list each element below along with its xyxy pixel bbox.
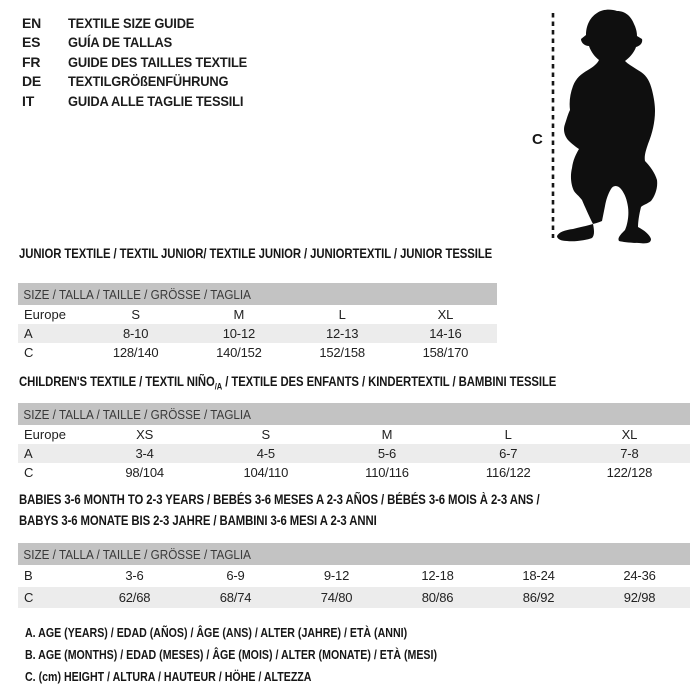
table-cell: 86/92 [522, 589, 555, 605]
size-header-label: SIZE / TALLA / TAILLE / GRÖSSE / TAGLIA [23, 406, 252, 422]
table-cell: 18-24 [522, 568, 555, 584]
height-measure-label: C [532, 131, 543, 148]
language-code: FR [22, 53, 41, 70]
size-header-label: SIZE / TALLA / TAILLE / GRÖSSE / TAGLIA [23, 546, 252, 562]
babies-size-table [18, 543, 690, 608]
table-cell: 152/158 [319, 345, 365, 360]
table-cell: 122/128 [606, 465, 653, 480]
table-cell: 5-6 [377, 446, 397, 461]
table-cell: 128/140 [112, 345, 159, 360]
table-cell: S [131, 307, 140, 322]
row-label: C [24, 345, 34, 360]
table-cell: XL [437, 307, 454, 322]
table-cell: S [261, 427, 271, 442]
table-cell: 116/122 [485, 465, 531, 480]
table-cell: L [338, 307, 346, 322]
language-code: ES [22, 34, 41, 51]
table-cell: 24-36 [623, 568, 656, 584]
measurement-legend [25, 622, 510, 688]
table-cell: L [504, 427, 512, 442]
table-cell: 7-8 [620, 446, 639, 461]
table-cell: 98/104 [125, 465, 164, 480]
list-item [22, 52, 263, 72]
toddler-silhouette [557, 10, 657, 244]
children-title-pre: CHILDREN'S TEXTILE / TEXTIL NIÑO [19, 374, 215, 389]
guide-title: GUIDE DES TAILLES TEXTILE [68, 53, 248, 70]
table-cell: 6-9 [226, 568, 245, 584]
table-cell: XS [136, 427, 154, 442]
junior-section-title: JUNIOR TEXTILE / TEXTIL JUNIOR/ TEXTILE JUNIOR / JUNIORTEXTIL / JUNIOR TESSILE [19, 246, 493, 261]
table-row [18, 565, 690, 587]
table-cell: 74/80 [320, 589, 353, 605]
babies-section-title-line2: BABYS 3-6 MONATE BIS 2-3 JAHRE / BAMBINI 3-6 MESI A 2-3 ANNI [19, 513, 377, 528]
row-label: A [24, 446, 33, 461]
list-item [22, 91, 263, 111]
row-label: A [24, 326, 33, 341]
size-header-label: SIZE / TALLA / TAILLE / GRÖSSE / TAGLIA [23, 286, 252, 302]
table-row [18, 324, 497, 343]
table-cell: 3-6 [125, 568, 144, 584]
guide-title: TEXTILE SIZE GUIDE [68, 14, 195, 31]
table-row [18, 463, 690, 482]
children-section-title [19, 374, 556, 392]
row-label: Europe [24, 427, 66, 442]
table-cell: 62/68 [118, 589, 151, 605]
children-title-post: / TEXTILE DES ENFANTS / KINDERTEXTIL / BAMBINI TESSILE [222, 374, 557, 389]
row-label: C [24, 465, 34, 480]
table-row [18, 425, 690, 444]
language-code: IT [22, 92, 35, 109]
table-cell: 6-7 [499, 446, 518, 461]
table-cell: 140/152 [216, 345, 262, 360]
children-title-sub: /A [214, 381, 223, 392]
row-label: B [24, 568, 33, 584]
table-cell: 4-5 [256, 446, 275, 461]
size-header-bar [18, 543, 690, 565]
language-title-list [22, 13, 263, 111]
legend-line-a: A. AGE (YEARS) / EDAD (AÑOS) / ÂGE (ANS) / ALTER (JAHRE) / ETÀ (ANNI) [25, 626, 408, 640]
babies-section-title-line1: BABIES 3-6 MONTH TO 2-3 YEARS / BEBÉS 3-6 MESES A 2-3 AÑOS / BÉBÉS 3-6 MOIS À 2-3 ANS / [19, 492, 540, 507]
table-cell: 104/110 [243, 465, 289, 480]
row-label: Europe [24, 307, 66, 322]
size-header-bar [18, 403, 690, 425]
list-item [22, 13, 263, 33]
table-row [18, 444, 690, 463]
size-header-bar [18, 283, 497, 305]
table-row [18, 343, 497, 362]
table-cell: 12-18 [421, 568, 454, 584]
guide-title: TEXTILGRÖßENFÜHRUNG [68, 73, 229, 90]
table-cell: 9-12 [323, 568, 350, 584]
language-code: EN [22, 14, 42, 31]
guide-title: GUÍA DE TALLAS [68, 34, 173, 51]
table-row [18, 305, 497, 324]
table-cell: M [233, 307, 245, 322]
language-code: DE [22, 73, 42, 90]
table-cell: 3-4 [135, 446, 154, 461]
children-size-table [18, 403, 690, 482]
table-cell: 10-12 [222, 326, 255, 341]
toddler-silhouette-figure [525, 5, 700, 250]
table-cell: 92/98 [623, 589, 656, 605]
row-label: C [24, 589, 34, 605]
list-item [22, 33, 263, 53]
table-cell: 14-16 [429, 326, 462, 341]
table-cell: 158/170 [422, 345, 469, 360]
table-row [18, 587, 690, 609]
table-cell: 12-13 [326, 326, 359, 341]
legend-line-b: B. AGE (MONTHS) / EDAD (MESES) / ÂGE (MOIS) / ALTER (MONATE) / ETÀ (MESI) [25, 648, 438, 662]
table-cell: 80/86 [421, 589, 454, 605]
legend-line-c: C. (cm) HEIGHT / ALTURA / HAUTEUR / HÖHE / ALTEZZA [25, 670, 312, 684]
junior-size-table [18, 283, 497, 362]
table-cell: 110/116 [365, 465, 409, 480]
table-cell: 68/74 [219, 589, 252, 605]
table-cell: 8-10 [123, 326, 149, 341]
table-cell: XL [621, 427, 638, 442]
list-item [22, 72, 263, 92]
guide-title: GUIDA ALLE TAGLIE TESSILI [68, 92, 244, 109]
table-cell: M [381, 427, 393, 442]
